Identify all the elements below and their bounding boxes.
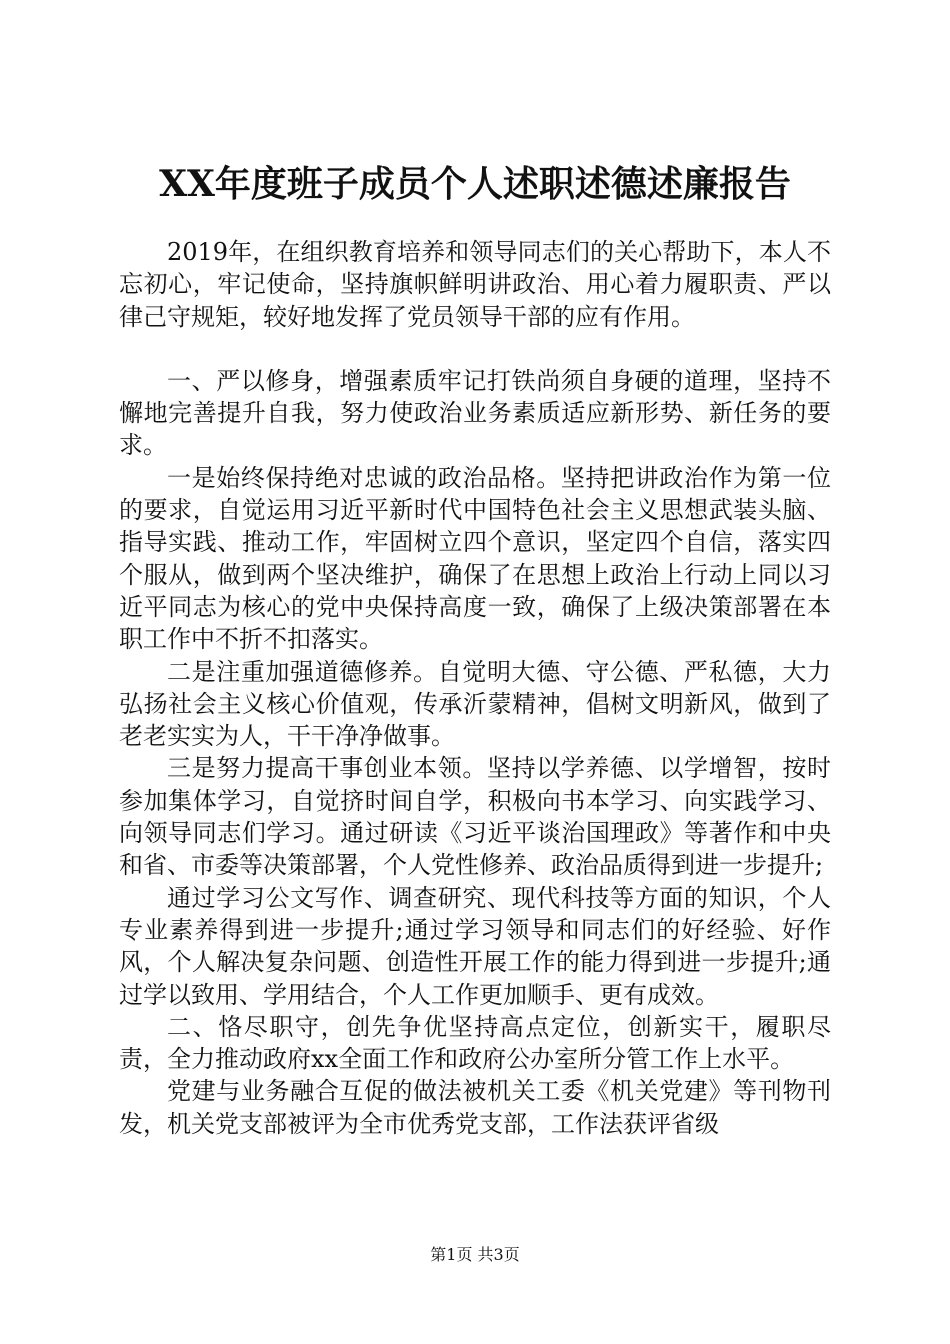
paragraph-section-1: 一、严以修身，增强素质牢记打铁尚须自身硬的道理，坚持不懈地完善提升自我，努力使政治业务素质适应新形势、新任务的要求。 — [119, 366, 831, 460]
page-number: 第1页 共3页 — [430, 1245, 520, 1264]
paragraph-section-2: 二、恪尽职守，创先争优坚持高点定位，创新实干，履职尽责，全力推动政府xx全面工作和政府公办室所分管工作上水平。 — [119, 1012, 831, 1074]
paragraph-party-building: 党建与业务融合互促的做法被机关工委《机关党建》等刊物刊发，机关党支部被评为全市优秀党支部，工作法获评省级 — [119, 1077, 831, 1138]
paragraph-item-3: 三是努力提高干事创业本领。坚持以学养德、以学增智，按时参加集体学习，自觉挤时间自学，积极向书本学习、向实践学习、向领导同志们学习。通过研读《习近平谈治国理政》等著作和中央和省、市委等决策部署，个人党性修养、政治品质得到进一步提升; — [119, 754, 831, 880]
paragraph-study: 通过学习公文写作、调查研究、现代科技等方面的知识，个人专业素养得到进一步提升;通过学习领导和同志们的好经验、好作风，个人解决复杂问题、创造性开展工作的能力得到进一步提升;通过学以致用、学用结合，个人工作更加顺手、更有成效。 — [119, 883, 831, 1009]
paragraph-item-2: 二是注重加强道德修养。自觉明大德、守公德、严私德，大力弘扬社会主义核心价值观，传承沂蒙精神，倡树文明新风，做到了老老实实为人，干干净净做事。 — [119, 657, 831, 751]
document-title: XX年度班子成员个人述职述德述廉报告 — [159, 163, 791, 205]
document-body — [119, 236, 831, 1140]
paragraph-item-1: 一是始终保持绝对忠诚的政治品格。坚持把讲政治作为第一位的要求，自觉运用习近平新时代中国特色社会主义思想武装头脑、指导实践、推动工作，牢固树立四个意识，坚定四个自信，落实四个服从，做到两个坚决维护，确保了在思想上政治上行动上同以习近平同志为核心的党中央保持高度一致，确保了上级决策部署在本职工作中不折不扣落实。 — [119, 463, 831, 654]
paragraph-intro: 2019年，在组织教育培养和领导同志们的关心帮助下，本人不忘初心，牢记使命，坚持旗帜鲜明讲政治、用心着力履职责、严以律己守规矩，较好地发挥了党员领导干部的应有作用。 — [119, 238, 831, 331]
